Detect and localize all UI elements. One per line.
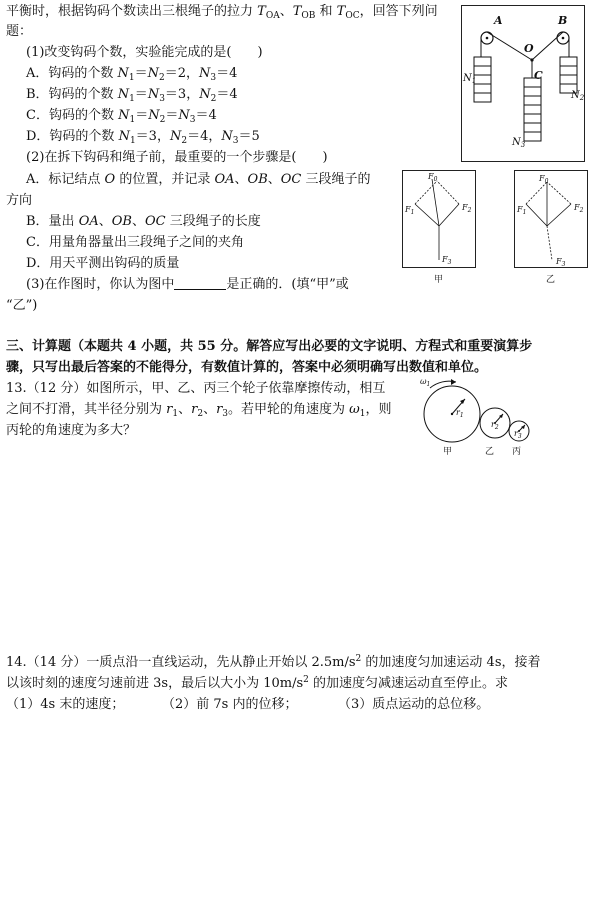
- section-3-heading-cont: 骤，只写出最后答案的不能得分，有数值计算的，答案中必须明确写出数值和单位。: [6, 360, 488, 375]
- q12-part1-option-b: B．钩码的个数 $N_1=N_3=3$，$N_2=4$: [26, 87, 238, 104]
- label-c: C: [534, 69, 543, 82]
- q12-part1-option-a: A．钩码的个数 $N_1=N_2=2$，$N_3=4$: [26, 66, 238, 83]
- q12-part2-option-a-cont: 方向: [6, 193, 33, 208]
- q12-part2-stem: (2)在拆下钩码和绳子前，最重要的一个步骤是( ): [26, 150, 328, 165]
- q12-part1-option-c: C．钩码的个数 $N_1=N_2=N_3=4$: [26, 108, 217, 125]
- q14-line2: 以该时刻的速度匀速前进 3s，最后以大小为 $10m/s^2$ 的加速度匀减速运动直至停止。求: [6, 675, 509, 691]
- label-n3: $N_3$: [512, 137, 526, 149]
- q12-intro: 平衡时，根据钩码个数读出三根绳子的拉力 $T_{OA}$、$T_{OB}$ 和 $T_{OC}$，回答下列问: [6, 4, 438, 21]
- svg-text:r1: $r_1$: [456, 408, 464, 419]
- q12-part1-stem: (1)改变钩码个数，实验能完成的是( ): [26, 45, 263, 60]
- q14-line1: 14.（14 分）一质点沿一直线运动，先从静止开始以 $2.5m/s^2$ 的加速度匀加速运动 4s，接着: [6, 654, 541, 670]
- q12-part3-cont: “乙”): [6, 298, 38, 313]
- q14-sub-2: （2）前 7s 内的位移；: [162, 697, 298, 712]
- force-diagram-jia: [402, 170, 476, 288]
- label-a: A: [494, 14, 503, 27]
- friction-wheels-figure: [418, 374, 534, 460]
- label-bing: 丙: [512, 447, 522, 457]
- svg-text:F1: $F_1$: [517, 205, 527, 216]
- section-3-heading: 三、计算题（本题共 4 小题，共 55 分。解答应写出必要的文字说明、方程式和重要演算步: [6, 339, 533, 354]
- q14-sub-1: （1）4s 末的速度；: [6, 697, 125, 712]
- svg-text:r3: $r_3$: [514, 429, 522, 440]
- q12-part2-option-a: A．标记结点 O 的位置，并记录 OA、OB、OC 三段绳子的: [26, 172, 371, 187]
- q12-part2-option-c: C．用量角器量出三段绳子之间的夹角: [26, 235, 244, 250]
- label-b: B: [558, 14, 568, 27]
- q13-line1: 13.（12 分）如图所示，甲、乙、丙三个轮子依靠摩擦传动，相互: [6, 381, 386, 396]
- q12-part2-option-b: B．量出 OA、OB、OC 三段绳子的长度: [26, 214, 261, 229]
- q14-sub-3: （3）质点运动的总位移。: [338, 697, 490, 712]
- weights-n3: [524, 78, 541, 141]
- omega-label: $\omega_1$: [420, 377, 431, 388]
- caption-yi: 乙: [546, 275, 556, 285]
- q12-intro-cont: 题：: [6, 24, 33, 39]
- svg-text:F3: $F_3$: [556, 257, 566, 268]
- svg-text:F0: $F_0$: [428, 172, 438, 183]
- pulley-weights-figure: [461, 5, 585, 162]
- force-diagram-yi: [514, 170, 588, 288]
- svg-text:F2: $F_2$: [574, 203, 584, 214]
- label-n1: $N_1$: [463, 73, 477, 85]
- q12-part2-option-d: D．用天平测出钩码的质量: [26, 256, 180, 271]
- label-n2: $N_2$: [571, 90, 585, 102]
- caption-jia: 甲: [434, 275, 444, 285]
- label-o: O: [524, 42, 534, 55]
- svg-text:F3: $F_3$: [442, 255, 452, 266]
- answer-blank: [174, 277, 226, 290]
- svg-text:F0: $F_0$: [539, 174, 549, 185]
- q13-line3: 丙轮的角速度为多大？: [6, 423, 137, 438]
- label-jia: 甲: [443, 447, 453, 457]
- label-yi: 乙: [485, 447, 495, 457]
- svg-text:r2: $r_2$: [491, 420, 499, 431]
- q12-part3-stem: (3)在作图时，你认为图中 是正确的．(填“甲”或: [26, 277, 349, 292]
- q13-line2: 之间不打滑，其半径分别为 $r_1$、$r_2$、$r_3$。若甲轮的角速度为 $\omega_1$，则: [6, 402, 392, 419]
- weights-n2: [560, 57, 577, 93]
- svg-text:F2: $F_2$: [462, 203, 472, 214]
- weights-n1: [474, 57, 491, 102]
- svg-text:F1: $F_1$: [405, 205, 415, 216]
- q12-part1-option-d: D．钩码的个数 $N_1=3$，$N_2=4$，$N_3=5$: [26, 129, 260, 146]
